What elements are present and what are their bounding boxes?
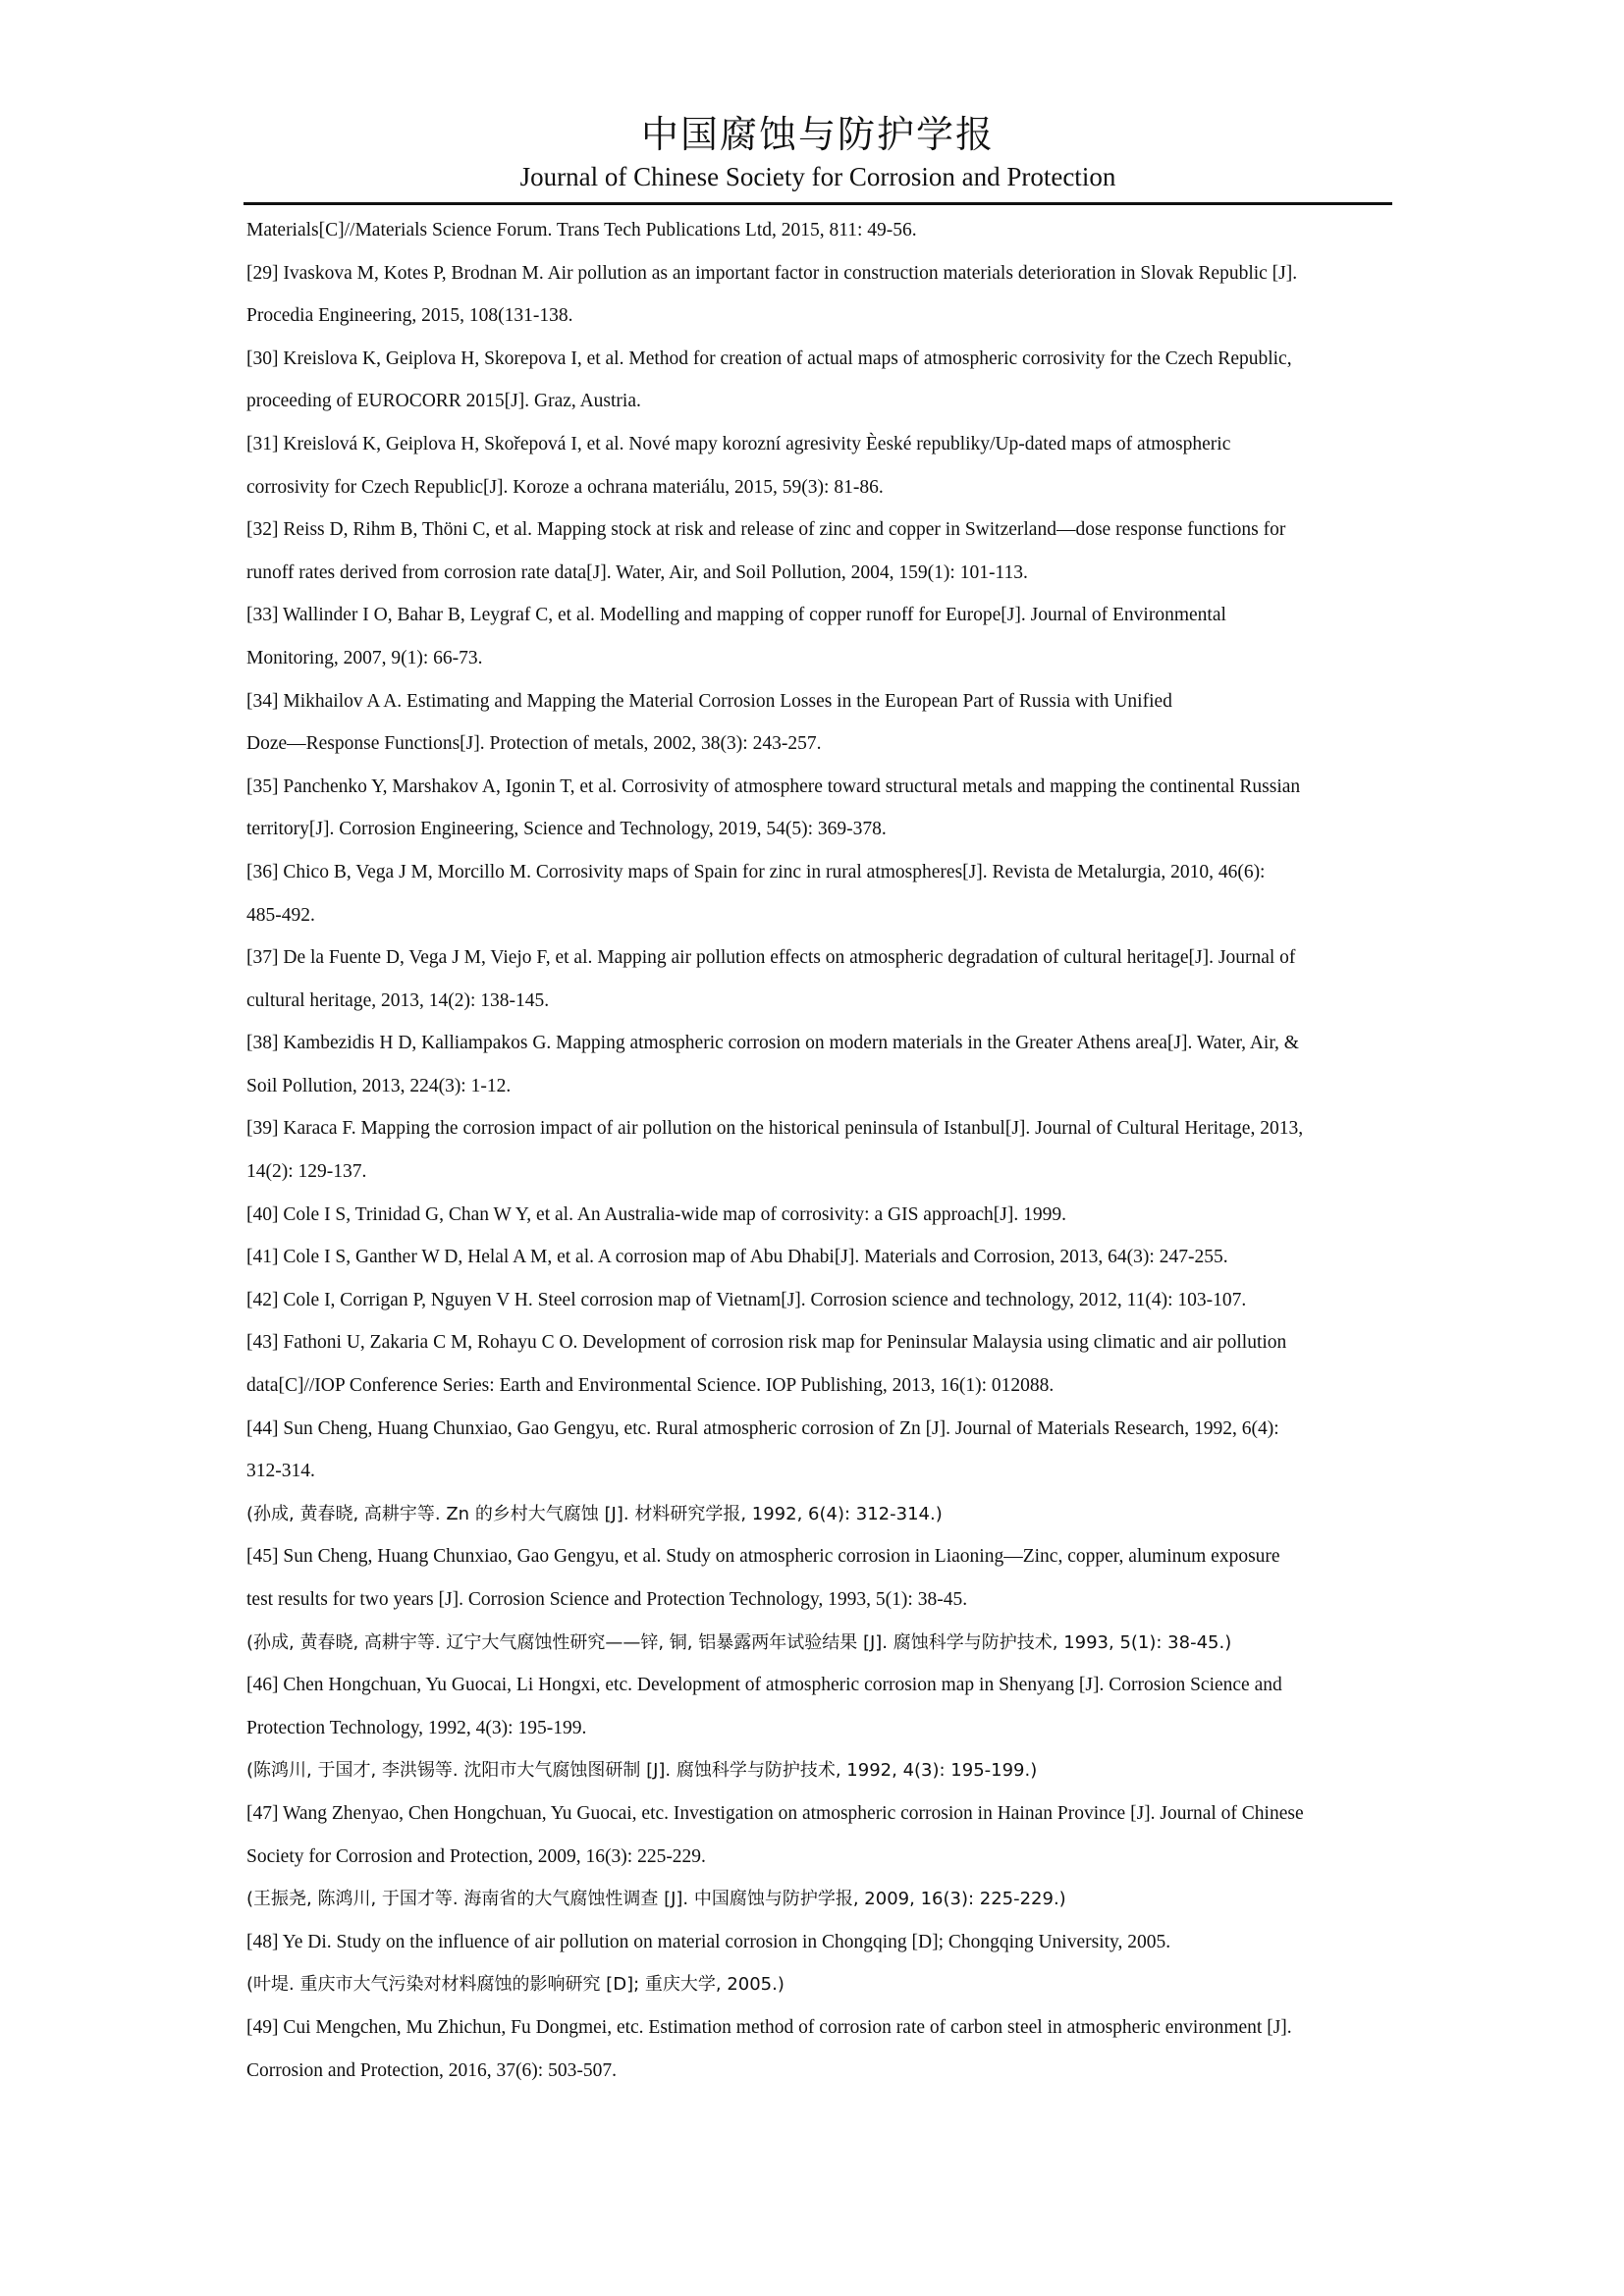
reference-line: [31] Kreislová K, Geiplova H, Skořepová I, et al. Nové mapy korozní agresivity Èeské republiky/Up-dated maps of atmospheric: [246, 433, 1231, 454]
reference-line: [44] Sun Cheng, Huang Chunxiao, Gao Gengyu, etc. Rural atmospheric corrosion of Zn [J]. Journal of Materials Research, 1992, 6(4):: [246, 1417, 1279, 1439]
reference-line: 14(2): 129-137.: [246, 1161, 367, 1183]
reference-line: [43] Fathoni U, Zakaria C M, Rohayu C O. Development of corrosion risk map for Peninsular Malaysia using climatic and air pollution: [246, 1332, 1287, 1354]
reference-line: [36] Chico B, Vega J M, Morcillo M. Corrosivity maps of Spain for zinc in rural atmospheres[J]. Revista de Metalurgia, 2010, 46(6):: [246, 861, 1266, 882]
reference-line: 312-314.: [246, 1461, 315, 1482]
reference-line: Procedia Engineering, 2015, 108(131-138.: [246, 305, 573, 327]
reference-line: [48] Ye Di. Study on the influence of air pollution on material corrosion in Chongqing [D]; Chongqing University, 2005.: [246, 1931, 1171, 1952]
reference-line: Corrosion and Protection, 2016, 37(6): 503-507.: [246, 2059, 617, 2081]
reference-line: [46] Chen Hongchuan, Yu Guocai, Li Hongxi, etc. Development of atmospheric corrosion map in Shenyang [J]. Corrosion Science and: [246, 1675, 1282, 1696]
reference-line: [33] Wallinder I O, Bahar B, Leygraf C, et al. Modelling and mapping of copper runoff for Europe[J]. Journal of Environmental: [246, 605, 1226, 626]
reference-line: [47] Wang Zhenyao, Chen Hongchuan, Yu Guocai, etc. Investigation on atmospheric corrosion in Hainan Province [J]. Journal of Chinese: [246, 1802, 1304, 1824]
reference-line: runoff rates derived from corrosion rate data[J]. Water, Air, and Soil Pollution, 2004, 159(1): 101-113.: [246, 561, 1028, 583]
reference-line: (叶堤. 重庆市大气污染对材料腐蚀的影响研究 [D]; 重庆大学, 2005.): [246, 1974, 785, 1996]
reference-line: 485-492.: [246, 904, 315, 926]
reference-line: [42] Cole I, Corrigan P, Nguyen V H. Steel corrosion map of Vietnam[J]. Corrosion science and technology, 2012, 11(4): 103-107.: [246, 1289, 1247, 1310]
reference-line: Materials[C]//Materials Science Forum. Trans Tech Publications Ltd, 2015, 811: 49-56.: [246, 220, 917, 240]
reference-line: data[C]//IOP Conference Series: Earth and Environmental Science. IOP Publishing, 2013, 16(1): 012088.: [246, 1375, 1055, 1397]
reference-line: [40] Cole I S, Trinidad G, Chan W Y, et al. An Australia-wide map of corrosivity: a GIS approach[J]. 1999.: [246, 1203, 1066, 1225]
reference-line: Society for Corrosion and Protection, 2009, 16(3): 225-229.: [246, 1845, 706, 1867]
reference-line: corrosivity for Czech Republic[J]. Koroze a ochrana materiálu, 2015, 59(3): 81-86.: [246, 476, 884, 498]
reference-line: (王振尧, 陈鸿川, 于国才等. 海南省的大气腐蚀性调查 [J]. 中国腐蚀与防护学报, 2009, 16(3): 225-229.): [246, 1889, 1066, 1910]
reference-line: Monitoring, 2007, 9(1): 66-73.: [246, 647, 483, 668]
reference-line: [35] Panchenko Y, Marshakov A, Igonin T, et al. Corrosivity of atmosphere toward structural metals and mapping the continental Russian: [246, 775, 1301, 797]
reference-line: Protection Technology, 1992, 4(3): 195-199.: [246, 1717, 587, 1738]
reference-line: [49] Cui Mengchen, Mu Zhichun, Fu Dongmei, etc. Estimation method of corrosion rate of carbon steel in atmospheric environment [J].: [246, 2016, 1292, 2038]
reference-line: test results for two years [J]. Corrosion Science and Protection Technology, 1993, 5(1): 38-45.: [246, 1589, 968, 1610]
reference-line: Doze—Response Functions[J]. Protection of metals, 2002, 38(3): 243-257.: [246, 733, 822, 755]
reference-line: [32] Reiss D, Rihm B, Thöni C, et al. Mapping stock at risk and release of zinc and copper in Switzerland—dose response functions for: [246, 519, 1286, 541]
reference-line: [41] Cole I S, Ganther W D, Helal A M, et al. A corrosion map of Abu Dhabi[J]. Materials and Corrosion, 2013, 64(3): 247-255.: [246, 1247, 1228, 1268]
reference-list: [246, 209, 1392, 2092]
journal-header: [244, 110, 1392, 194]
header-rule: [244, 202, 1392, 205]
journal-title-cn: 中国腐蚀与防护学报: [640, 113, 995, 156]
reference-line: proceeding of EUROCORR 2015[J]. Graz, Austria.: [246, 391, 641, 412]
reference-line: [34] Mikhailov A A. Estimating and Mapping the Material Corrosion Losses in the European Part of Russia with Unified: [246, 690, 1172, 712]
reference-line: territory[J]. Corrosion Engineering, Science and Technology, 2019, 54(5): 369-378.: [246, 819, 887, 840]
reference-line: [39] Karaca F. Mapping the corrosion impact of air pollution on the historical peninsula of Istanbul[J]. Journal of Cultural Heritage, 2013,: [246, 1118, 1304, 1140]
reference-line: (孙成, 黄春晓, 高耕宇等. Zn 的乡村大气腐蚀 [J]. 材料研究学报, 1992, 6(4): 312-314.): [246, 1503, 943, 1524]
journal-title-en: Journal of Chinese Society for Corrosion and Protection: [519, 162, 1116, 191]
reference-line: [30] Kreislova K, Geiplova H, Skorepova I, et al. Method for creation of actual maps of atmospheric corrosivity for the Czech Republic,: [246, 347, 1292, 369]
reference-line: cultural heritage, 2013, 14(2): 138-145.: [246, 989, 550, 1011]
reference-line: (陈鸿川, 于国才, 李洪锡等. 沈阳市大气腐蚀图研制 [J]. 腐蚀科学与防护技术, 1992, 4(3): 195-199.): [246, 1760, 1038, 1782]
reference-line: (孙成, 黄春晓, 高耕宇等. 辽宁大气腐蚀性研究——锌, 铜, 铝暴露两年试验结果 [J]. 腐蚀科学与防护技术, 1993, 5(1): 38-45.): [246, 1631, 1232, 1653]
reference-line: [29] Ivaskova M, Kotes P, Brodnan M. Air pollution as an important factor in construction materials deterioration in Slovak Republic [J].: [246, 262, 1298, 284]
reference-line: [38] Kambezidis H D, Kalliampakos G. Mapping atmospheric corrosion on modern materials in the Greater Athens area[J]. Water, Air, &: [246, 1033, 1299, 1054]
reference-line: Soil Pollution, 2013, 224(3): 1-12.: [246, 1075, 512, 1096]
reference-line: [37] De la Fuente D, Vega J M, Viejo F, et al. Mapping air pollution effects on atmospheric degradation of cultural heritage[J]. Journal of: [246, 947, 1296, 969]
reference-line: [45] Sun Cheng, Huang Chunxiao, Gao Gengyu, et al. Study on atmospheric corrosion in Liaoning—Zinc, copper, aluminum exposure: [246, 1546, 1280, 1568]
